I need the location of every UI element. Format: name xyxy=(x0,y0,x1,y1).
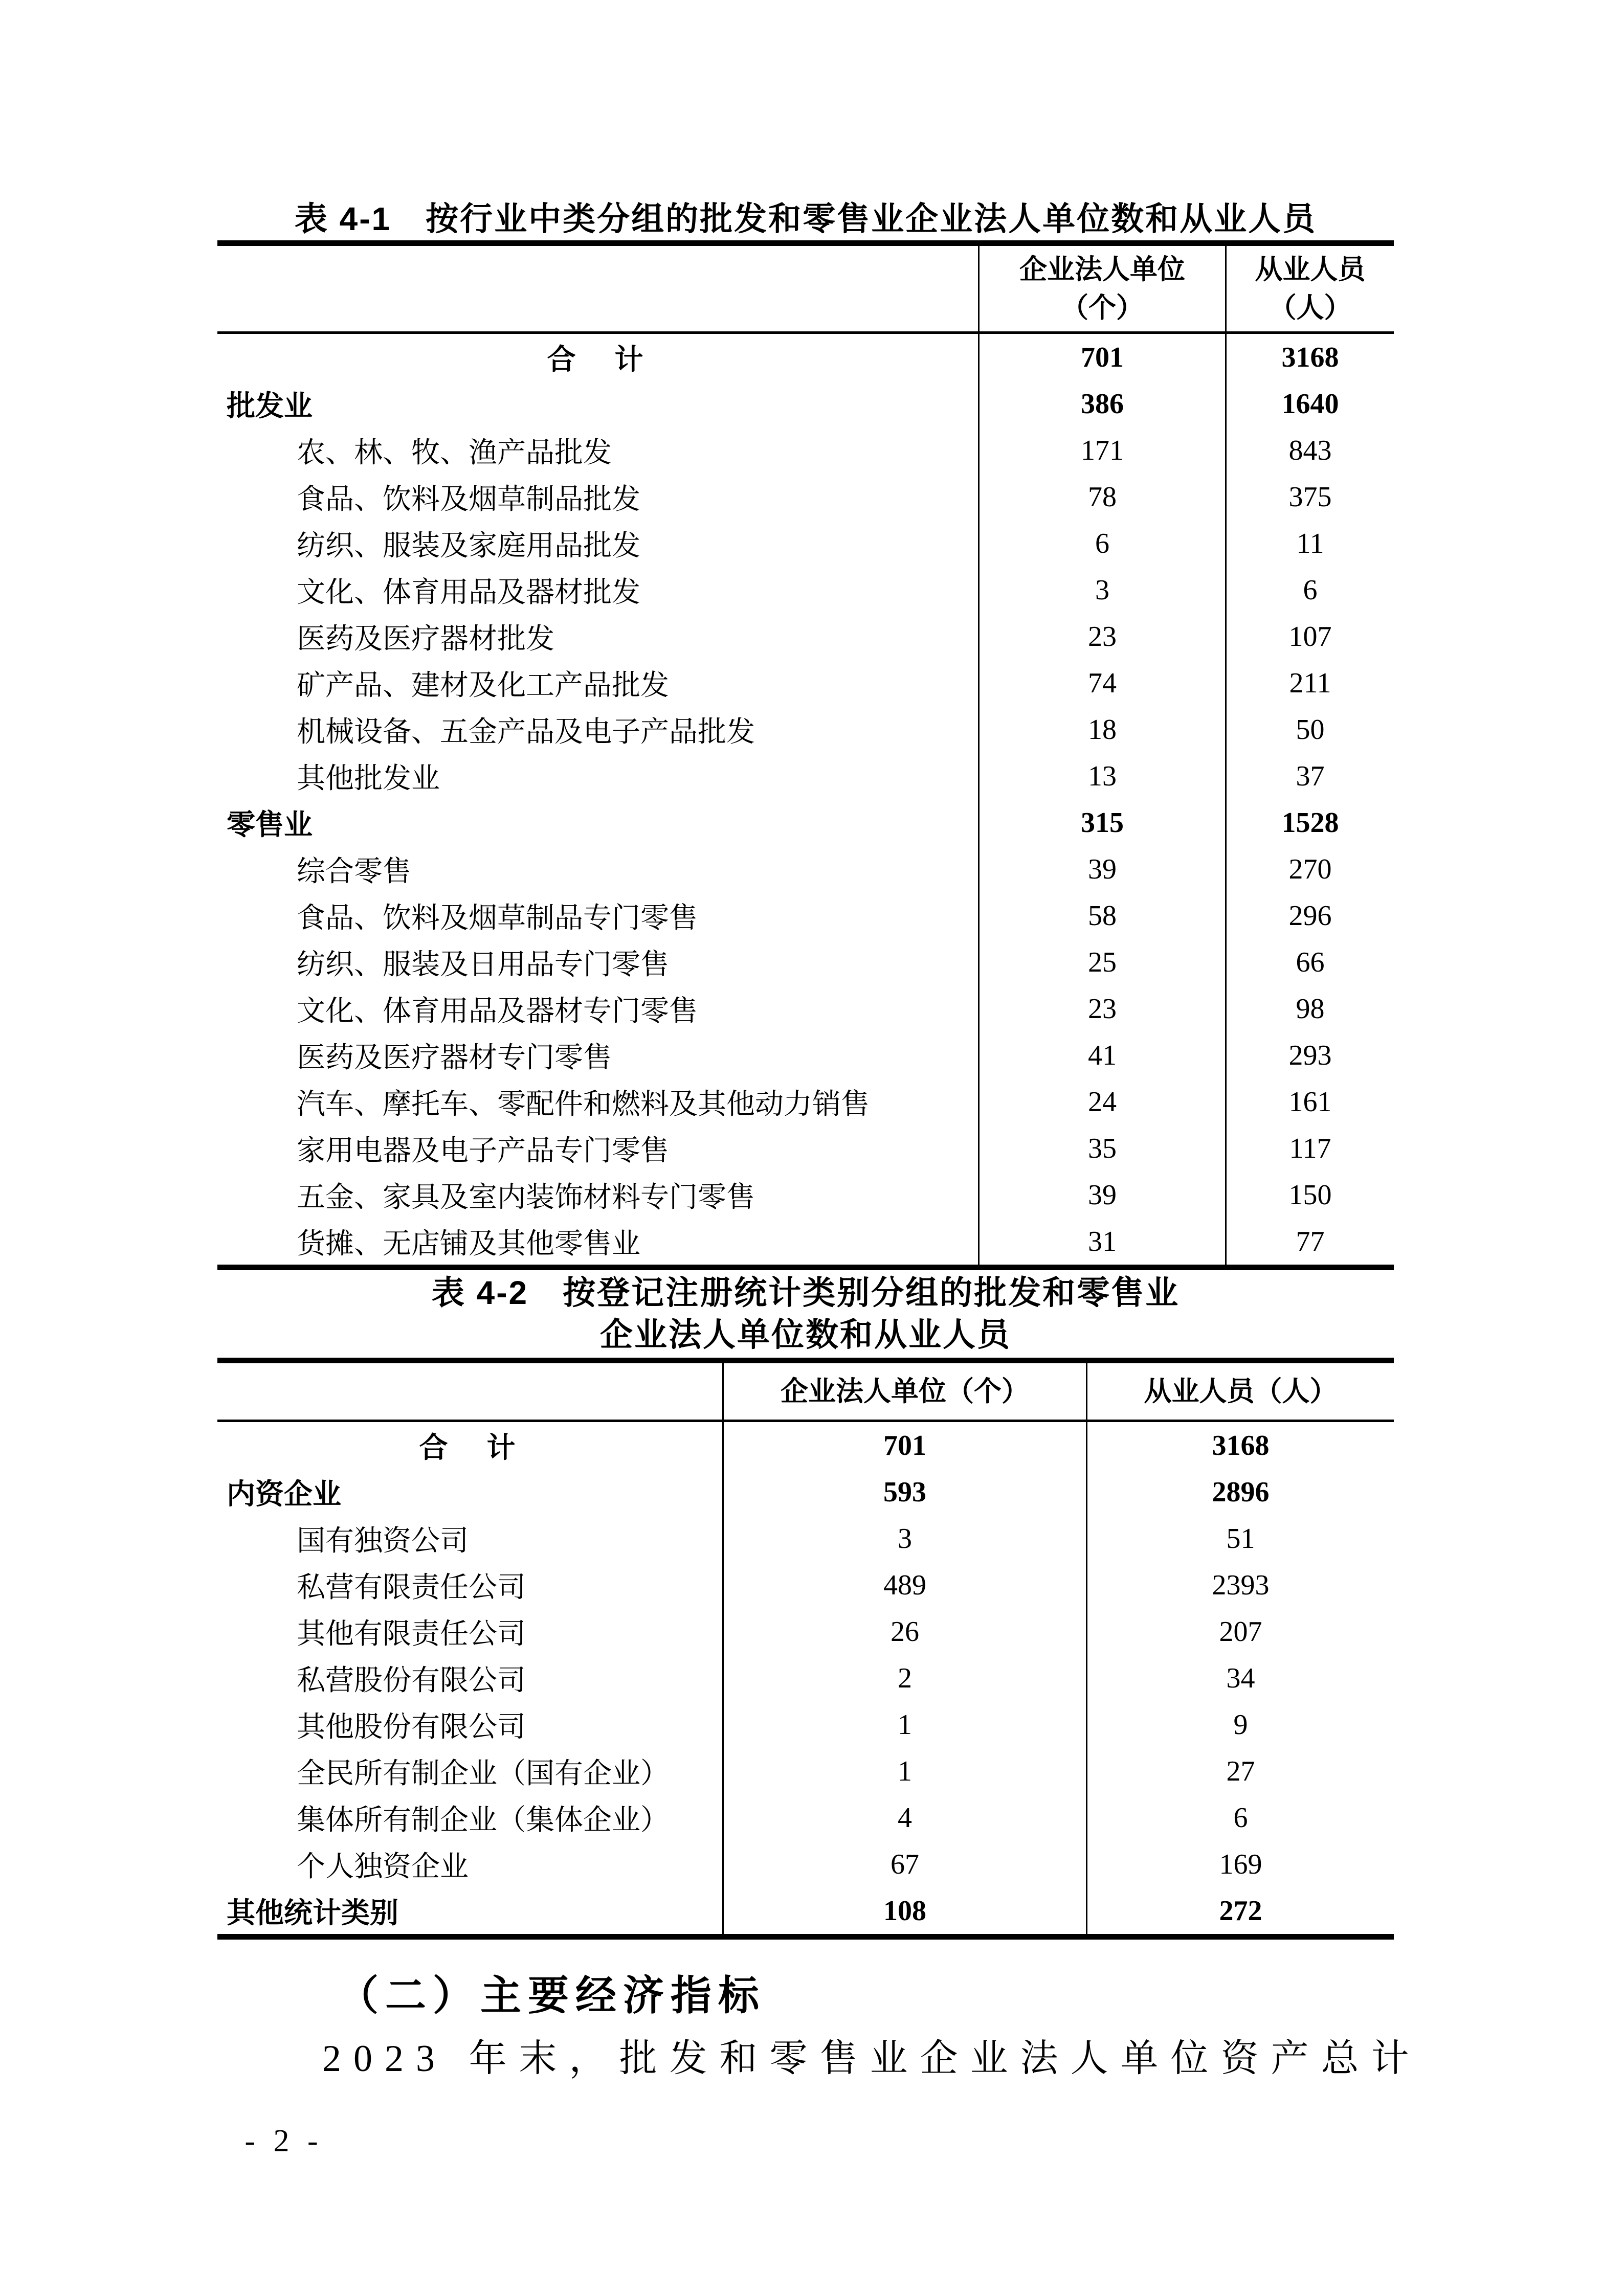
row-label: 批发业 xyxy=(227,389,313,422)
section-heading: （二）主要经济指标 xyxy=(338,1973,766,2018)
page-number: - 2 - xyxy=(244,2124,323,2158)
persons-value: 6 xyxy=(1225,567,1394,613)
row-label: 其他批发业 xyxy=(297,762,440,795)
row-label: 货摊、无店铺及其他零售业 xyxy=(297,1228,640,1260)
table-row xyxy=(217,753,1394,799)
table1-persons-header xyxy=(1225,246,1394,331)
table-row xyxy=(217,799,1394,846)
table1-bottom-rule xyxy=(217,1265,1394,1270)
persons-value: 296 xyxy=(1225,892,1394,939)
persons-value: 51 xyxy=(1086,1515,1394,1562)
section-paragraph: 2023 年末，批发和零售业企业法人单位资产总计 xyxy=(322,2038,1421,2080)
row-label: 文化、体育用品及器材专门零售 xyxy=(297,995,698,1027)
table-row xyxy=(217,474,1394,520)
table-row xyxy=(217,567,1394,613)
units-value: 1 xyxy=(722,1701,1086,1748)
units-value: 25 xyxy=(978,939,1225,985)
persons-value: 169 xyxy=(1086,1841,1394,1887)
row-label: 食品、饮料及烟草制品批发 xyxy=(297,483,640,515)
table1 xyxy=(217,240,1394,1270)
persons-value: 66 xyxy=(1225,939,1394,985)
units-value: 6 xyxy=(978,520,1225,567)
table-row xyxy=(217,1125,1394,1172)
row-label: 零售业 xyxy=(227,808,313,841)
persons-value: 270 xyxy=(1225,846,1394,892)
table2-persons-header xyxy=(1086,1363,1394,1420)
persons-value: 293 xyxy=(1225,1032,1394,1078)
row-label: 汽车、摩托车、零配件和燃料及其他动力销售 xyxy=(297,1088,870,1120)
persons-value: 211 xyxy=(1225,660,1394,706)
units-value: 39 xyxy=(978,1172,1225,1218)
row-label: 农、林、牧、渔产品批发 xyxy=(297,437,612,469)
table2 xyxy=(217,1358,1394,1940)
row-label: 其他有限责任公司 xyxy=(297,1618,526,1650)
persons-value: 98 xyxy=(1225,985,1394,1032)
table-row xyxy=(217,613,1394,660)
persons-value: 2896 xyxy=(1086,1469,1394,1515)
units-value: 108 xyxy=(722,1887,1086,1934)
table-row xyxy=(217,1032,1394,1078)
row-label: 综合零售 xyxy=(297,856,411,888)
units-value: 171 xyxy=(978,427,1225,474)
units-value: 489 xyxy=(722,1562,1086,1608)
table-row xyxy=(217,334,1394,380)
row-label: 矿产品、建材及化工产品批发 xyxy=(297,669,669,702)
units-header: 企业法人单位（个） xyxy=(781,1376,1029,1407)
persons-value: 1640 xyxy=(1225,380,1394,427)
units-value: 386 xyxy=(978,380,1225,427)
units-value: 67 xyxy=(722,1841,1086,1887)
table2-body xyxy=(217,1422,1394,1934)
table1-header xyxy=(217,246,1394,331)
persons-value: 9 xyxy=(1086,1701,1394,1748)
table1-stub-header xyxy=(217,246,978,331)
table1-units-header xyxy=(978,246,1225,331)
table1-title: 表 4-1 按行业中类分组的批发和零售业企业法人单位数和从业人员 xyxy=(294,200,1317,237)
persons-value: 11 xyxy=(1225,520,1394,567)
row-label: 纺织、服装及家庭用品批发 xyxy=(297,530,640,562)
table-row xyxy=(217,1218,1394,1265)
table-row xyxy=(217,427,1394,474)
persons-value: 27 xyxy=(1086,1748,1394,1794)
units-value: 4 xyxy=(722,1794,1086,1841)
table2-title-line1: 表 4-2 按登记注册统计类别分组的批发和零售业 xyxy=(431,1274,1180,1311)
table-row xyxy=(217,892,1394,939)
table2-units-header xyxy=(722,1363,1086,1420)
persons-value: 375 xyxy=(1225,474,1394,520)
persons-value: 117 xyxy=(1225,1125,1394,1172)
row-label: 全民所有制企业（国有企业） xyxy=(297,1758,669,1790)
table2-top-rule xyxy=(217,1358,1394,1363)
row-label: 其他股份有限公司 xyxy=(297,1711,526,1743)
row-label: 机械设备、五金产品及电子产品批发 xyxy=(297,716,755,748)
units-value: 593 xyxy=(722,1469,1086,1515)
persons-header-line2: （人） xyxy=(1269,292,1352,324)
persons-value: 207 xyxy=(1086,1608,1394,1655)
table-row xyxy=(217,1655,1394,1701)
units-value: 701 xyxy=(722,1422,1086,1469)
row-label: 私营股份有限公司 xyxy=(297,1664,526,1697)
persons-header: 从业人员（人） xyxy=(1144,1376,1338,1407)
units-value: 31 xyxy=(978,1218,1225,1265)
table-row xyxy=(217,380,1394,427)
table2-header xyxy=(217,1363,1394,1420)
persons-value: 843 xyxy=(1225,427,1394,474)
table-row xyxy=(217,1887,1394,1934)
persons-value: 37 xyxy=(1225,753,1394,799)
row-label: 医药及医疗器材专门零售 xyxy=(297,1042,612,1074)
row-label: 其他统计类别 xyxy=(227,1896,398,1929)
table-row xyxy=(217,1794,1394,1841)
row-label: 纺织、服装及日用品专门零售 xyxy=(297,949,669,981)
persons-value: 3168 xyxy=(1086,1422,1394,1469)
table-row xyxy=(217,1469,1394,1515)
units-value: 23 xyxy=(978,613,1225,660)
row-label: 合 计 xyxy=(547,343,649,375)
persons-value: 34 xyxy=(1086,1655,1394,1701)
row-label: 私营有限责任公司 xyxy=(297,1571,526,1604)
persons-value: 272 xyxy=(1086,1887,1394,1934)
units-value: 18 xyxy=(978,706,1225,753)
table2-stub-header xyxy=(217,1363,722,1420)
row-label: 国有独资公司 xyxy=(297,1525,469,1557)
persons-value: 107 xyxy=(1225,613,1394,660)
persons-value: 6 xyxy=(1086,1794,1394,1841)
units-value: 58 xyxy=(978,892,1225,939)
row-label: 合 计 xyxy=(419,1431,521,1464)
table-row xyxy=(217,660,1394,706)
table-row xyxy=(217,985,1394,1032)
table2-bottom-rule xyxy=(217,1934,1394,1940)
table-row xyxy=(217,1078,1394,1125)
units-value: 35 xyxy=(978,1125,1225,1172)
units-header-line2: （个） xyxy=(1061,292,1144,324)
persons-value: 2393 xyxy=(1086,1562,1394,1608)
table-row xyxy=(217,706,1394,753)
table-row xyxy=(217,1841,1394,1887)
units-value: 39 xyxy=(978,846,1225,892)
units-value: 315 xyxy=(978,799,1225,846)
table-row xyxy=(217,1515,1394,1562)
table-row xyxy=(217,1422,1394,1469)
units-value: 2 xyxy=(722,1655,1086,1701)
row-label: 医药及医疗器材批发 xyxy=(297,623,554,655)
table1-body xyxy=(217,334,1394,1265)
table-row xyxy=(217,1701,1394,1748)
table1-top-rule xyxy=(217,240,1394,246)
units-value: 1 xyxy=(722,1748,1086,1794)
table-row xyxy=(217,846,1394,892)
persons-value: 50 xyxy=(1225,706,1394,753)
row-label: 文化、体育用品及器材批发 xyxy=(297,576,640,609)
row-label: 五金、家具及室内装饰材料专门零售 xyxy=(297,1181,755,1213)
persons-header-line1: 从业人员 xyxy=(1255,254,1366,285)
units-header-line1: 企业法人单位 xyxy=(1019,254,1185,285)
table-row xyxy=(217,1748,1394,1794)
units-value: 24 xyxy=(978,1078,1225,1125)
units-value: 23 xyxy=(978,985,1225,1032)
units-value: 41 xyxy=(978,1032,1225,1078)
table-row xyxy=(217,939,1394,985)
table-row xyxy=(217,1608,1394,1655)
table2-title-line2: 企业法人单位数和从业人员 xyxy=(600,1316,1011,1353)
row-label: 集体所有制企业（集体企业） xyxy=(297,1804,669,1836)
persons-value: 161 xyxy=(1225,1078,1394,1125)
row-label: 家用电器及电子产品专门零售 xyxy=(297,1135,669,1167)
persons-value: 1528 xyxy=(1225,799,1394,846)
persons-value: 150 xyxy=(1225,1172,1394,1218)
units-value: 74 xyxy=(978,660,1225,706)
persons-value: 77 xyxy=(1225,1218,1394,1265)
units-value: 13 xyxy=(978,753,1225,799)
row-label: 内资企业 xyxy=(227,1477,341,1510)
row-label: 个人独资企业 xyxy=(297,1851,469,1883)
table-row xyxy=(217,1172,1394,1218)
units-value: 3 xyxy=(978,567,1225,613)
row-label: 食品、饮料及烟草制品专门零售 xyxy=(297,902,698,934)
units-value: 78 xyxy=(978,474,1225,520)
table-row xyxy=(217,520,1394,567)
units-value: 26 xyxy=(722,1608,1086,1655)
table-row xyxy=(217,1562,1394,1608)
persons-value: 3168 xyxy=(1225,334,1394,380)
units-value: 3 xyxy=(722,1515,1086,1562)
units-value: 701 xyxy=(978,334,1225,380)
